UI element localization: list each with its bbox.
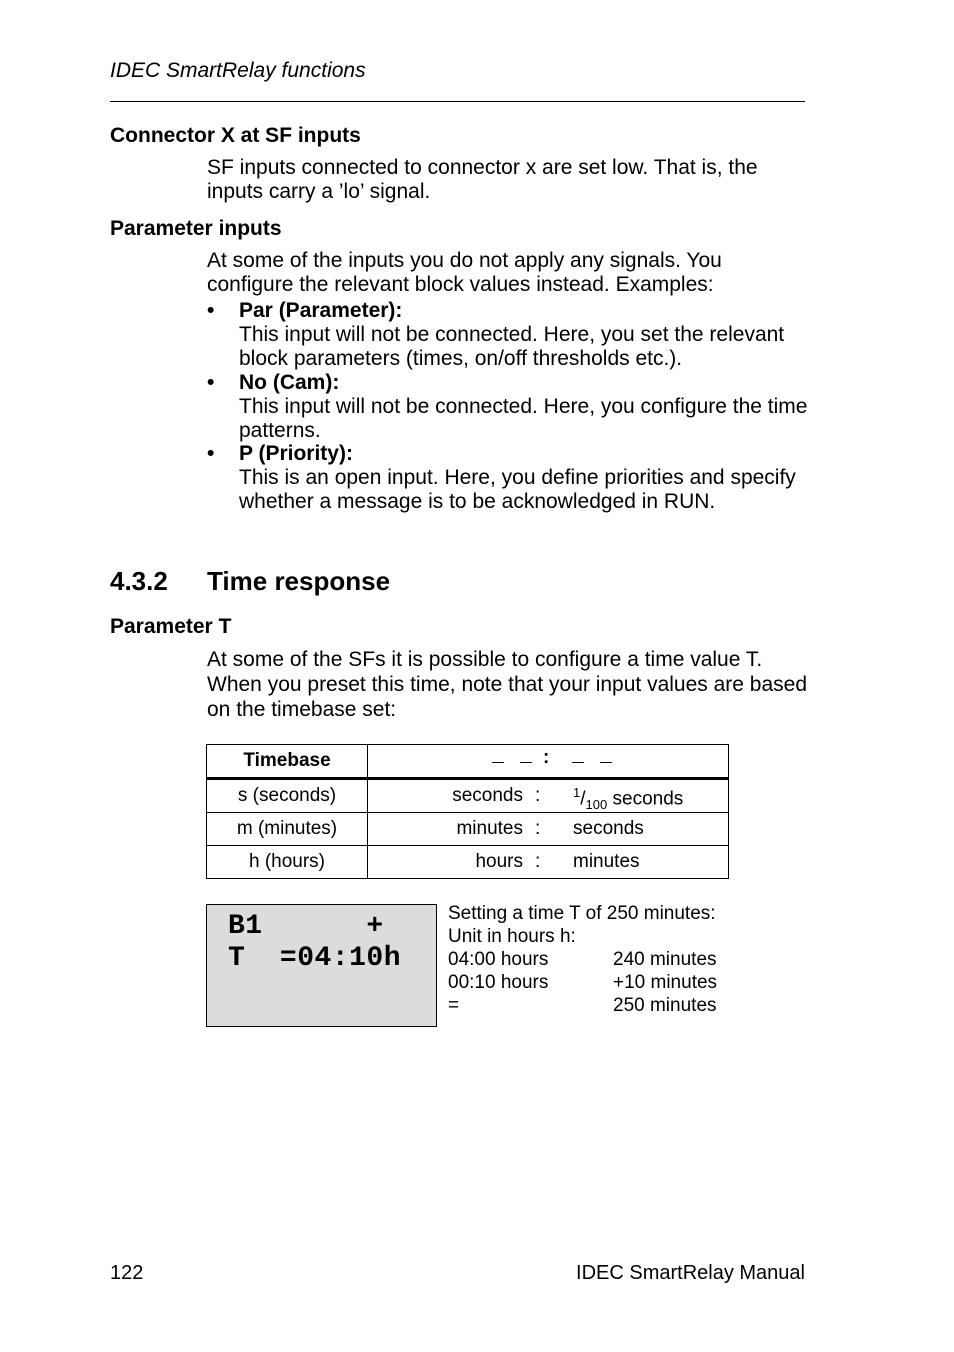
header-rule	[110, 101, 805, 102]
bullet-body: This input will not be connected. Here, you set the relevant block parameters (times, on/off thresholds etc.).	[239, 323, 785, 370]
format-left: seconds	[452, 785, 523, 806]
section-number: 4.3.2	[110, 566, 168, 596]
format-colon: :	[535, 851, 541, 872]
format-right: minutes	[573, 851, 640, 872]
parameter-t-text: At some of the SFs it is possible to configure a time value T. When you preset this time, note that your input values are based on the timebase set:	[207, 648, 808, 721]
heading-connector-x: Connector X at SF inputs	[110, 124, 361, 147]
example-line: Setting a time T of 250 minutes:	[448, 903, 716, 924]
timebase-table	[206, 744, 729, 879]
table-header-format	[368, 745, 729, 779]
format-right: $^1/_{100}$ seconds	[573, 785, 684, 813]
lcd-line-2: T =04:10h	[228, 943, 402, 974]
bullet-title: Par (Parameter):	[239, 299, 403, 322]
example-minutes: 240 minutes	[613, 949, 717, 970]
bullet-icon: •	[207, 371, 215, 394]
table-row	[207, 779, 729, 813]
table-header-row	[207, 745, 729, 779]
format-left: hours	[475, 851, 523, 872]
bullet-body: This input will not be connected. Here, you configure the time patterns.	[239, 395, 808, 442]
example-minutes: 250 minutes	[613, 995, 717, 1016]
table-cell-format	[368, 846, 729, 879]
example-hours: =	[448, 995, 460, 1016]
section-title	[110, 566, 390, 597]
format-colon: :	[535, 785, 541, 806]
table-header-timebase: Timebase	[207, 745, 368, 779]
header-placeholder-left: _ _	[492, 745, 535, 768]
section-title-text: Time response	[207, 566, 391, 596]
table-cell-timebase: s (seconds)	[207, 779, 368, 813]
example-row	[448, 948, 716, 971]
example-hours: 04:00 hours	[448, 949, 549, 970]
parameter-inputs-text: At some of the inputs you do not apply any signals. You configure the relevant block values instead. Examples:	[207, 249, 722, 296]
heading-parameter-inputs: Parameter inputs	[110, 217, 282, 240]
example-calculation	[448, 902, 716, 1017]
bullet-title: P (Priority):	[239, 442, 353, 465]
header-colon: :	[543, 747, 550, 768]
format-colon: :	[535, 818, 541, 839]
bullet-icon: •	[207, 299, 215, 322]
header-placeholder-right: _ _	[572, 745, 615, 768]
format-right: seconds	[573, 818, 644, 839]
page-number: 122	[110, 1262, 144, 1284]
example-hours: 00:10 hours	[448, 972, 549, 993]
connector-x-text: SF inputs connected to connector x are set low. That is, the inputs carry a ’lo’ signal.	[207, 156, 758, 203]
format-left: minutes	[456, 818, 523, 839]
example-line: Unit in hours h:	[448, 926, 576, 947]
table-cell-format	[368, 813, 729, 846]
table-cell-timebase: h (hours)	[207, 846, 368, 879]
running-header: IDEC SmartRelay functions	[110, 59, 366, 82]
lcd-display	[206, 904, 437, 1027]
table-row	[207, 846, 729, 879]
table-cell-format	[368, 779, 729, 813]
table-row	[207, 813, 729, 846]
table-cell-timebase: m (minutes)	[207, 813, 368, 846]
bullet-title: No (Cam):	[239, 371, 340, 394]
lcd-line-1: B1 +	[228, 911, 384, 942]
bullet-icon: •	[207, 442, 215, 465]
heading-parameter-t: Parameter T	[110, 615, 232, 638]
example-row	[448, 971, 716, 994]
example-row	[448, 994, 716, 1017]
example-minutes: +10 minutes	[613, 972, 718, 993]
bullet-body: This is an open input. Here, you define priorities and specify whether a message is to be acknowledged in RUN.	[239, 466, 796, 513]
footer-manual-title: IDEC SmartRelay Manual	[576, 1262, 805, 1284]
